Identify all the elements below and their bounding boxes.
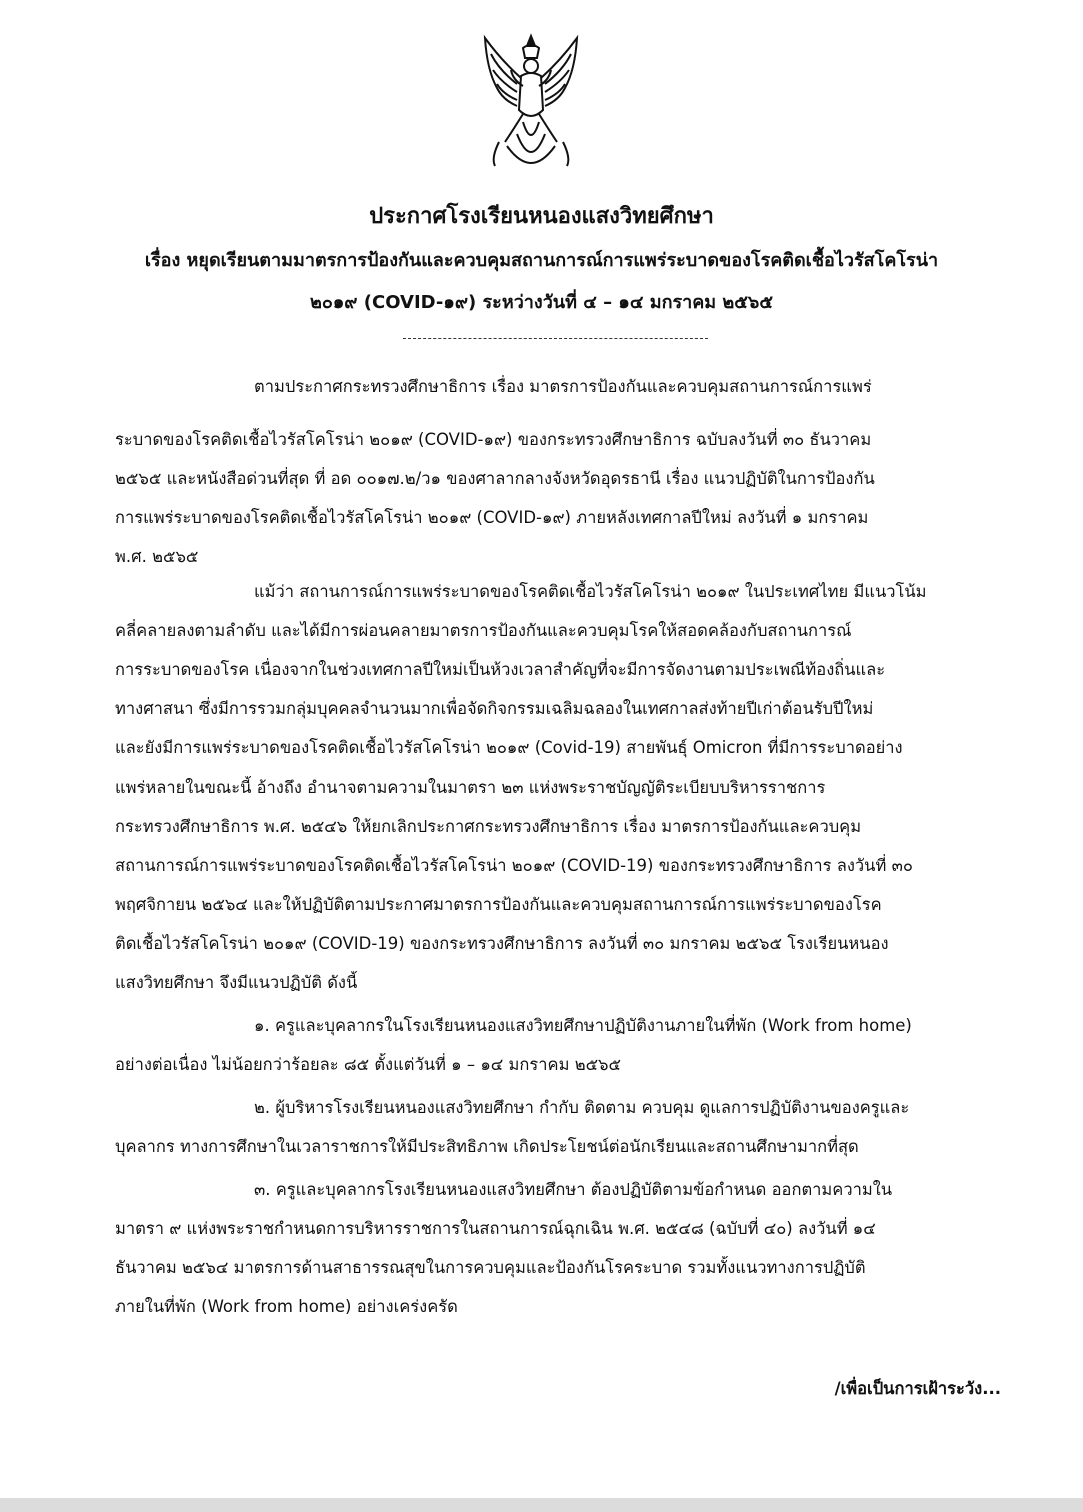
continuation-note: /เพื่อเป็นการเฝ้าระวัง... [834,1379,1001,1398]
body-line: ทางศาสนา ซึ่งมีการรวมกลุ่มบุคคลจำนวนมากเพื่อจัดกิจกรรมเฉลิมฉลองในเทศกาลส่งท้ายปีเก่าต้อนรับปีใหม่ [115,699,874,718]
subject-line-1: เรื่อง หยุดเรียนตามมาตรการป้องกันและควบคุมสถานการณ์การแพร่ระบาดของโรคติดเชื้อไวรัสโคโรน่า [144,250,939,271]
page-bottom-edge [0,1498,1083,1512]
body-line: มาตรา ๙ แห่งพระราชกำหนดการบริหารราชการในสถานการณ์ฉุกเฉิน พ.ศ. ๒๕๔๘ (ฉบับที่ ๔๐) ลงวันที่ ๑๔ [115,1219,876,1238]
body-line: กระทรวงศึกษาธิการ พ.ศ. ๒๕๔๖ ให้ยกเลิกประกาศกระทรวงศึกษาธิการ เรื่อง มาตรการป้องกันและควบคุม [115,817,862,836]
list-item-1: ๑. ครูและบุคลากรในโรงเรียนหนองแสงวิทยศึกษาปฏิบัติงานภายในที่พัก (Work from home) [254,1016,912,1035]
subject-line-2: ๒๐๑๙ (COVID-๑๙) ระหว่างวันที่ ๔ – ๑๔ มกราคม ๒๕๖๕ [310,292,773,313]
body-line: และยังมีการแพร่ระบาดของโรคติดเชื้อไวรัสโคโรน่า ๒๐๑๙ (Covid-19) สายพันธุ์ Omicron ที่มีการระบาดอย่าง [115,738,903,757]
body-line: การแพร่ระบาดของโรคติดเชื้อไวรัสโคโรน่า ๒๐๑๙ (COVID-๑๙) ภายหลังเทศกาลปีใหม่ ลงวันที่ ๑ มกราคม [115,508,869,527]
body-line: สถานการณ์การแพร่ระบาดของโรคติดเชื้อไวรัสโคโรน่า ๒๐๑๙ (COVID-19) ของกระทรวงศึกษาธิการ ลงวันที่ ๓๐ [115,856,913,875]
title-divider [403,338,708,339]
body-line: ติดเชื้อไวรัสโคโรน่า ๒๐๑๙ (COVID-19) ของกระทรวงศึกษาธิการ ลงวันที่ ๓๐ มกราคม ๒๕๖๕ โรงเรียนหนอง [115,934,889,953]
document-title: ประกาศโรงเรียนหนองแสงวิทยศึกษา [369,204,714,229]
body-line: ระบาดของโรคติดเชื้อไวรัสโคโรน่า ๒๐๑๙ (COVID-๑๙) ของกระทรวงศึกษาธิการ ฉบับลงวันที่ ๓๐ ธันวาคม [115,430,872,449]
body-line: พ.ศ. ๒๕๖๕ [115,547,199,566]
list-item-2: ๒. ผู้บริหารโรงเรียนหนองแสงวิทยศึกษา กำกับ ติดตาม ควบคุม ดูแลการปฏิบัติงานของครูและ [254,1098,910,1117]
body-line: อย่างต่อเนื่อง ไม่น้อยกว่าร้อยละ ๘๕ ตั้งแต่วันที่ ๑ – ๑๔ มกราคม ๒๕๖๕ [115,1055,622,1074]
body-line: พฤศจิกายน ๒๕๖๔ และให้ปฏิบัติตามประกาศมาตรการป้องกันและควบคุมสถานการณ์การแพร่ระบาดของโรค [115,895,882,914]
body-line: ธันวาคม ๒๕๖๔ มาตรการด้านสาธารรณสุขในการควบคุมและป้องกันโรคระบาด รวมทั้งแนวทางการปฏิบัติ [115,1258,866,1277]
body-line: แสงวิทยศึกษา จึงมีแนวปฏิบัติ ดังนี้ [115,973,358,992]
body-line: ๒๕๖๕ และหนังสือด่วนที่สุด ที่ อด ๐๐๑๗.๒/ว๑ ของศาลากลางจังหวัดอุดรธานี เรื่อง แนวปฏิบัติในการป้องกัน [115,469,875,488]
list-item-3: ๓. ครูและบุคลากรโรงเรียนหนองแสงวิทยศึกษา ต้องปฏิบัติตามข้อกำหนด ออกตามความใน [254,1180,893,1199]
body-line: แม้ว่า สถานการณ์การแพร่ระบาดของโรคติดเชื้อไวรัสโคโรน่า ๒๐๑๙ ในประเทศไทย มีแนวโน้ม [254,582,927,601]
body-line: การระบาดของโรค เนื่องจากในช่วงเทศกาลปีใหม่เป็นห้วงเวลาสำคัญที่จะมีการจัดงานตามประเพณีท้องถิ่นและ [115,660,886,679]
garuda-emblem [477,30,585,180]
body-line: ตามประกาศกระทรวงศึกษาธิการ เรื่อง มาตรการป้องกันและควบคุมสถานการณ์การแพร่ [254,377,872,396]
body-line: แพร่หลายในขณะนี้ อ้างถึง อำนาจตามความในมาตรา ๒๓ แห่งพระราชบัญญัติระเบียบบริหารราชการ [115,778,826,797]
body-line: คลี่คลายลงตามลำดับ และได้มีการผ่อนคลายมาตรการป้องกันและควบคุมโรคให้สอดคล้องกับสถานการณ์ [115,621,852,640]
body-line: ภายในที่พัก (Work from home) อย่างเคร่งครัด [115,1297,458,1316]
body-line: บุคลากร ทางการศึกษาในเวลาราชการให้มีประสิทธิภาพ เกิดประโยชน์ต่อนักเรียนและสถานศึกษามากที่สุด [115,1137,859,1156]
